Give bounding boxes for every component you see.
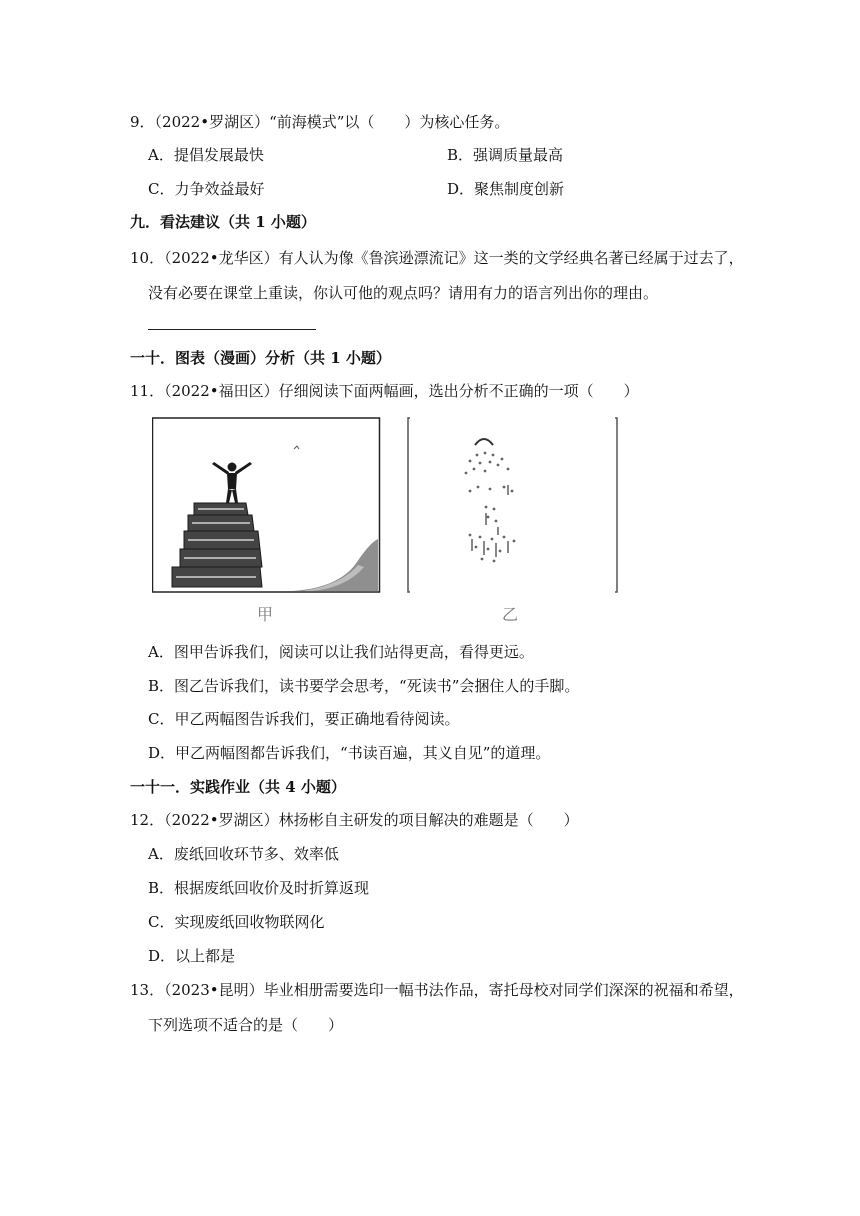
q9-option-d: D．聚焦制度创新 [447, 180, 565, 198]
question-10-line2: 没有必要在课堂上重读，你认可他的观点吗？请用有力的语言列出你的理由。 [148, 284, 659, 302]
question-12-stem: 12．（2022•罗湖区）林扬彬自主研发的项目解决的难题是（ ） [130, 811, 579, 829]
q12-option-b: B．根据废纸回收价及时折算返现 [148, 879, 370, 897]
question-11-stem: 11．（2022•福田区）仔细阅读下面两幅画，选出分析不正确的一项（ ） [130, 382, 639, 400]
q12-option-a: A．废纸回收环节多、效率低 [148, 845, 339, 863]
caption-yi: 乙 [501, 605, 519, 624]
section-heading-9: 九．看法建议（共 1 小题） [130, 213, 316, 231]
q9-option-b: B．强调质量最高 [447, 146, 564, 164]
cartoon-figures [152, 417, 622, 632]
section-heading-10: 一十．图表（漫画）分析（共 1 小题） [130, 349, 391, 367]
q11-option-c: C．甲乙两幅图告诉我们，要正确地看待阅读。 [148, 710, 460, 728]
question-9-stem: 9．（2022•罗湖区）“前海模式”以（ ）为核心任务。 [130, 113, 510, 131]
q12-option-d: D．以上都是 [148, 947, 236, 965]
question-10-line1: 10．（2022•龙华区）有人认为像《鲁滨逊漂流记》这一类的文学经典名著已经属于过去了， [130, 249, 744, 267]
caption-jia: 甲 [256, 605, 274, 624]
cartoon-left-reading-tall [153, 418, 380, 592]
q11-option-a: A．图甲告诉我们，阅读可以让我们站得更高，看得更远。 [148, 643, 534, 661]
q11-option-b: B．图乙告诉我们，读书要学会思考，“死读书”会捆住人的手脚。 [148, 677, 580, 695]
cartoon-right-rigid-reading [408, 418, 617, 592]
answer-blank-line [148, 329, 316, 330]
q11-option-d: D．甲乙两幅图都告诉我们，“书读百遍，其义自见”的道理。 [148, 744, 551, 762]
question-13-line1: 13．（2023•昆明）毕业相册需要选印一幅书法作品，寄托母校对同学们深深的祝福和希望， [130, 981, 744, 999]
q9-option-c: C．力争效益最好 [148, 180, 265, 198]
q12-option-c: C．实现废纸回收物联网化 [148, 913, 325, 931]
q9-option-a: A．提倡发展最快 [148, 146, 264, 164]
question-13-line2: 下列选项不适合的是（ ） [148, 1016, 344, 1034]
section-heading-11: 一十一．实践作业（共 4 小题） [130, 778, 346, 796]
